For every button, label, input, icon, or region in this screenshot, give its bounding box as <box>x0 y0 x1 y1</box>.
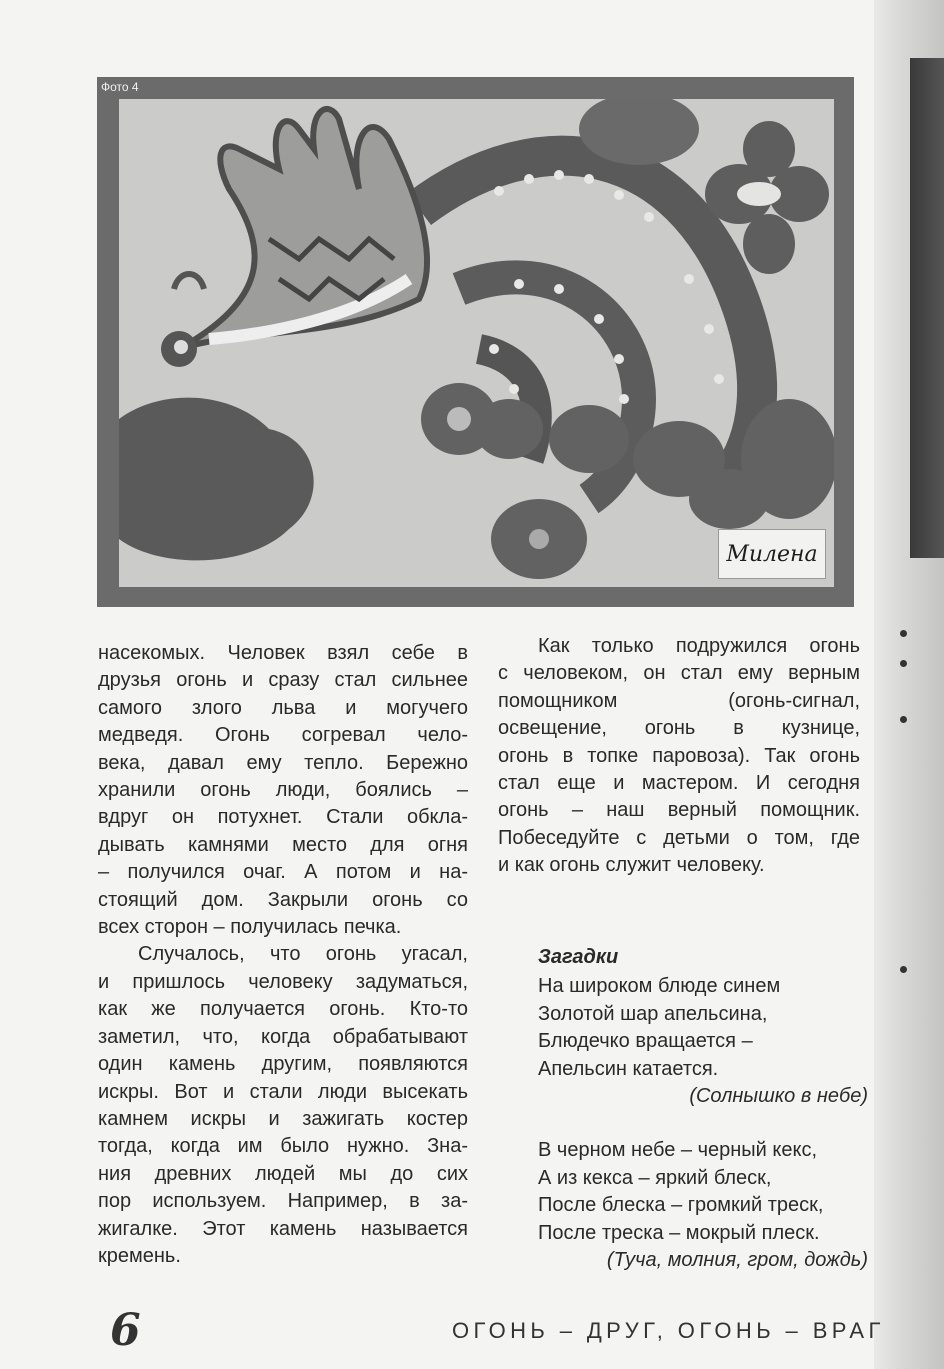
text-line: века, давал ему тепло. Бережно <box>98 751 468 774</box>
text-line: самого злого льва и могучего <box>98 696 468 719</box>
text-line: тогда, когда им было нужно. Зна- <box>98 1135 468 1158</box>
running-footer-title: ОГОНЬ – ДРУГ, ОГОНЬ – ВРАГ <box>452 1318 885 1343</box>
text-line: Побеседуйте с детьми о том, где <box>498 826 860 849</box>
text-line: насекомых. Человек взял себе в <box>98 642 468 664</box>
drawing-image <box>119 99 834 587</box>
riddle-line: После треска – мокрый плеск. <box>538 1221 820 1244</box>
riddles-heading: Загадки <box>538 946 619 968</box>
text-line: друзья огонь и сразу стал сильнее <box>98 669 468 692</box>
text-line: жигалке. Этот камень называется <box>98 1217 468 1240</box>
next-page-edge <box>874 0 944 1369</box>
riddle-line: В черном небе – черный кекс, <box>538 1139 818 1162</box>
bullet-dot <box>900 630 907 637</box>
firebird-drawing <box>119 99 834 587</box>
riddle-line: После блеска – громкий треск, <box>538 1194 824 1217</box>
bullet-dot <box>900 966 907 973</box>
child-drawing-photo <box>97 77 854 607</box>
text-line: один камень другим, появляются <box>98 1053 468 1076</box>
text-line: огонь – наш верный помощник. <box>498 799 860 822</box>
text-line: камнем искры и зажигать костер <box>98 1107 468 1130</box>
text-line: заметил, что, когда обрабатывают <box>98 1025 468 1048</box>
riddles-section <box>538 944 868 1274</box>
text-line: Случалось, что огонь угасал, <box>138 943 468 966</box>
text-line: с человеком, он стал ему верным <box>498 662 860 685</box>
next-page-dark-strip <box>910 58 944 558</box>
riddle-line: Апельсин катается. <box>538 1057 719 1080</box>
right-text-column <box>498 633 860 880</box>
text-line: огонь в топке паровоза). Так огонь <box>498 744 860 767</box>
text-line: и пришлось человеку задуматься, <box>98 970 468 993</box>
text-line: пор используем. Например, в за- <box>98 1190 468 1213</box>
text-line: стал еще и мастером. И сегодня <box>498 772 860 795</box>
riddle-answer: (Солнышко в небе) <box>689 1085 868 1108</box>
riddle-line: Блюдечко вращается – <box>538 1030 753 1053</box>
text-line: искры. Вот и стали люди высекать <box>98 1080 468 1103</box>
text-line: как же получается огонь. Кто-то <box>98 998 468 1021</box>
text-line: дывать камнями место для огня <box>98 833 468 856</box>
text-line: ния древних людей мы до сих <box>98 1162 468 1185</box>
text-line: всех сторон – получилась печка. <box>98 916 402 939</box>
text-line: – получился очаг. А потом и на- <box>98 861 468 884</box>
text-line: медведя. Огонь согревал чело- <box>98 724 468 747</box>
riddle-line: На широком блюде синем <box>538 975 781 998</box>
text-line: освещение, огонь в кузнице, <box>498 717 860 740</box>
photo-label: Фото 4 <box>101 80 139 94</box>
bullet-dot <box>900 716 907 723</box>
text-line: стоящий дом. Закрыли огонь со <box>98 888 468 911</box>
riddle-line: Золотой шар апельсина, <box>538 1002 768 1025</box>
text-line: вдруг он потухнет. Стали обкла- <box>98 806 468 829</box>
text-line: Как только подружился огонь <box>538 635 860 657</box>
text-line: хранили огонь люди, боялись – <box>98 779 468 802</box>
text-line: и как огонь служит человеку. <box>498 854 765 877</box>
text-line: помощником (огонь-сигнал, <box>498 689 860 712</box>
page-number: 6 <box>110 1305 141 1356</box>
riddle-answer: (Туча, молния, гром, дождь) <box>606 1249 868 1272</box>
text-line: кремень. <box>98 1244 181 1267</box>
riddle-line: А из кекса – яркий блеск, <box>538 1166 772 1189</box>
bullet-dot <box>900 660 907 667</box>
artist-signature: Милена <box>718 529 826 579</box>
left-text-column <box>98 640 468 1270</box>
